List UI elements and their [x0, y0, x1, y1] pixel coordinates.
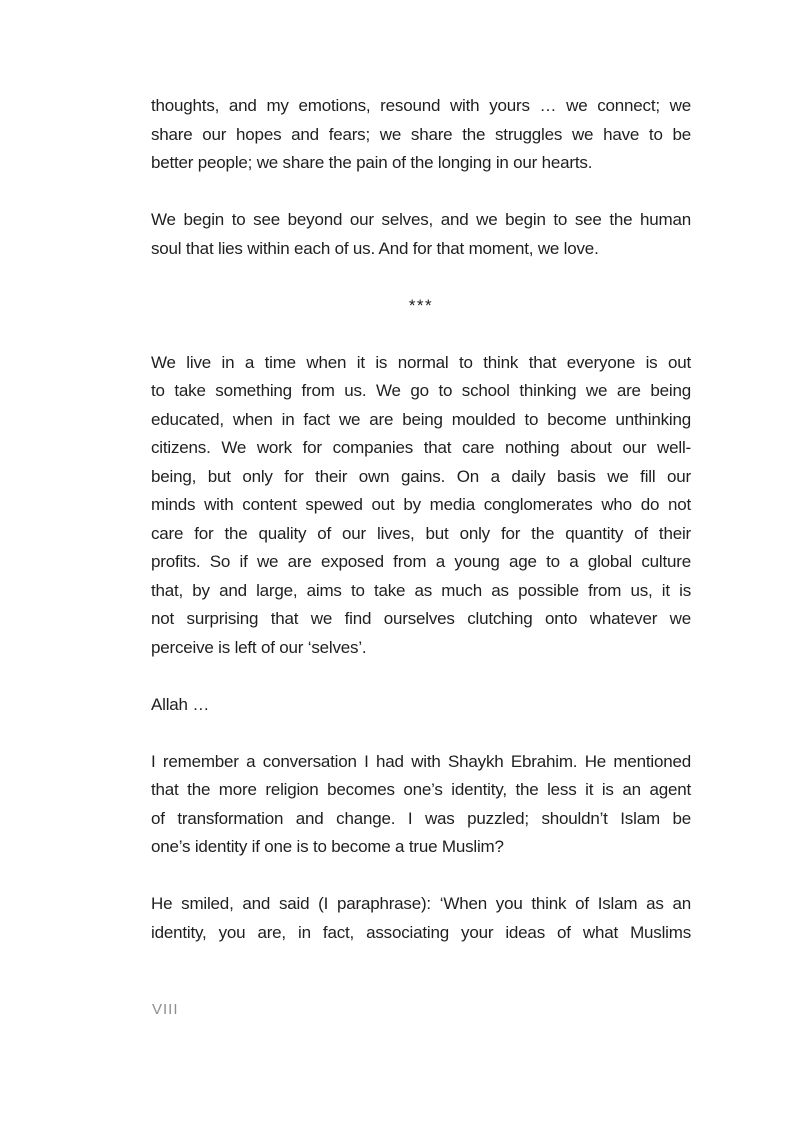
text-line: minds with content spewed out by media conglomerates who do not — [151, 495, 691, 514]
text-line: We live in a time when it is normal to think that everyone is out — [151, 352, 691, 372]
text-line: care for the quality of our lives, but only for the quantity of their — [151, 523, 691, 543]
text-line: citizens. We work for companies that care nothing about our well- — [151, 438, 691, 457]
text-line: not surprising that we find ourselves clutching onto whatever we — [151, 609, 691, 628]
paragraph-7 — [151, 890, 691, 947]
text-line: that the more religion becomes one’s identity, the less it is an agent — [151, 780, 691, 799]
text-line: perceive is left of our ‘selves’. — [151, 637, 367, 657]
text-line: share our hopes and fears; we share the struggles we have to be — [151, 124, 691, 144]
text-line: I remember a conversation I had with Shaykh Ebrahim. He mentioned — [151, 751, 691, 771]
text-line: being, but only for their own gains. On a daily basis we fill our — [151, 466, 691, 486]
text-line: thoughts, and my emotions, resound with yours … we connect; we — [151, 96, 691, 115]
text-line: Allah … — [151, 694, 210, 714]
text-line: better people; we share the pain of the longing in our hearts. — [151, 153, 593, 172]
paragraph-5 — [151, 691, 691, 720]
paragraph-2 — [151, 206, 691, 263]
text-line: one’s identity if one is to become a true Muslim? — [151, 837, 504, 856]
text-line: profits. So if we are exposed from a young age to a global culture — [151, 552, 691, 571]
body-text — [151, 92, 691, 976]
page-number: VIII — [152, 1001, 179, 1018]
text-line: identity, you are, in fact, associating your ideas of what Muslims — [151, 922, 691, 942]
text-line: soul that lies within each of us. And for that moment, we love. — [151, 238, 599, 258]
paragraph-6 — [151, 748, 691, 862]
section-separator: *** — [408, 295, 434, 315]
paragraph-1 — [151, 92, 691, 178]
text-line: to take something from us. We go to school thinking we are being — [151, 381, 691, 400]
text-line: that, by and large, aims to take as much as possible from us, it is — [151, 580, 691, 600]
paragraph-4 — [151, 349, 691, 663]
text-line: He smiled, and said (I paraphrase): ‘When you think of Islam as an — [151, 894, 691, 913]
text-line: of transformation and change. I was puzzled; shouldn’t Islam be — [151, 808, 691, 828]
text-line: We begin to see beyond our selves, and we begin to see the human — [151, 210, 691, 229]
text-line: educated, when in fact we are being moulded to become unthinking — [151, 409, 691, 429]
